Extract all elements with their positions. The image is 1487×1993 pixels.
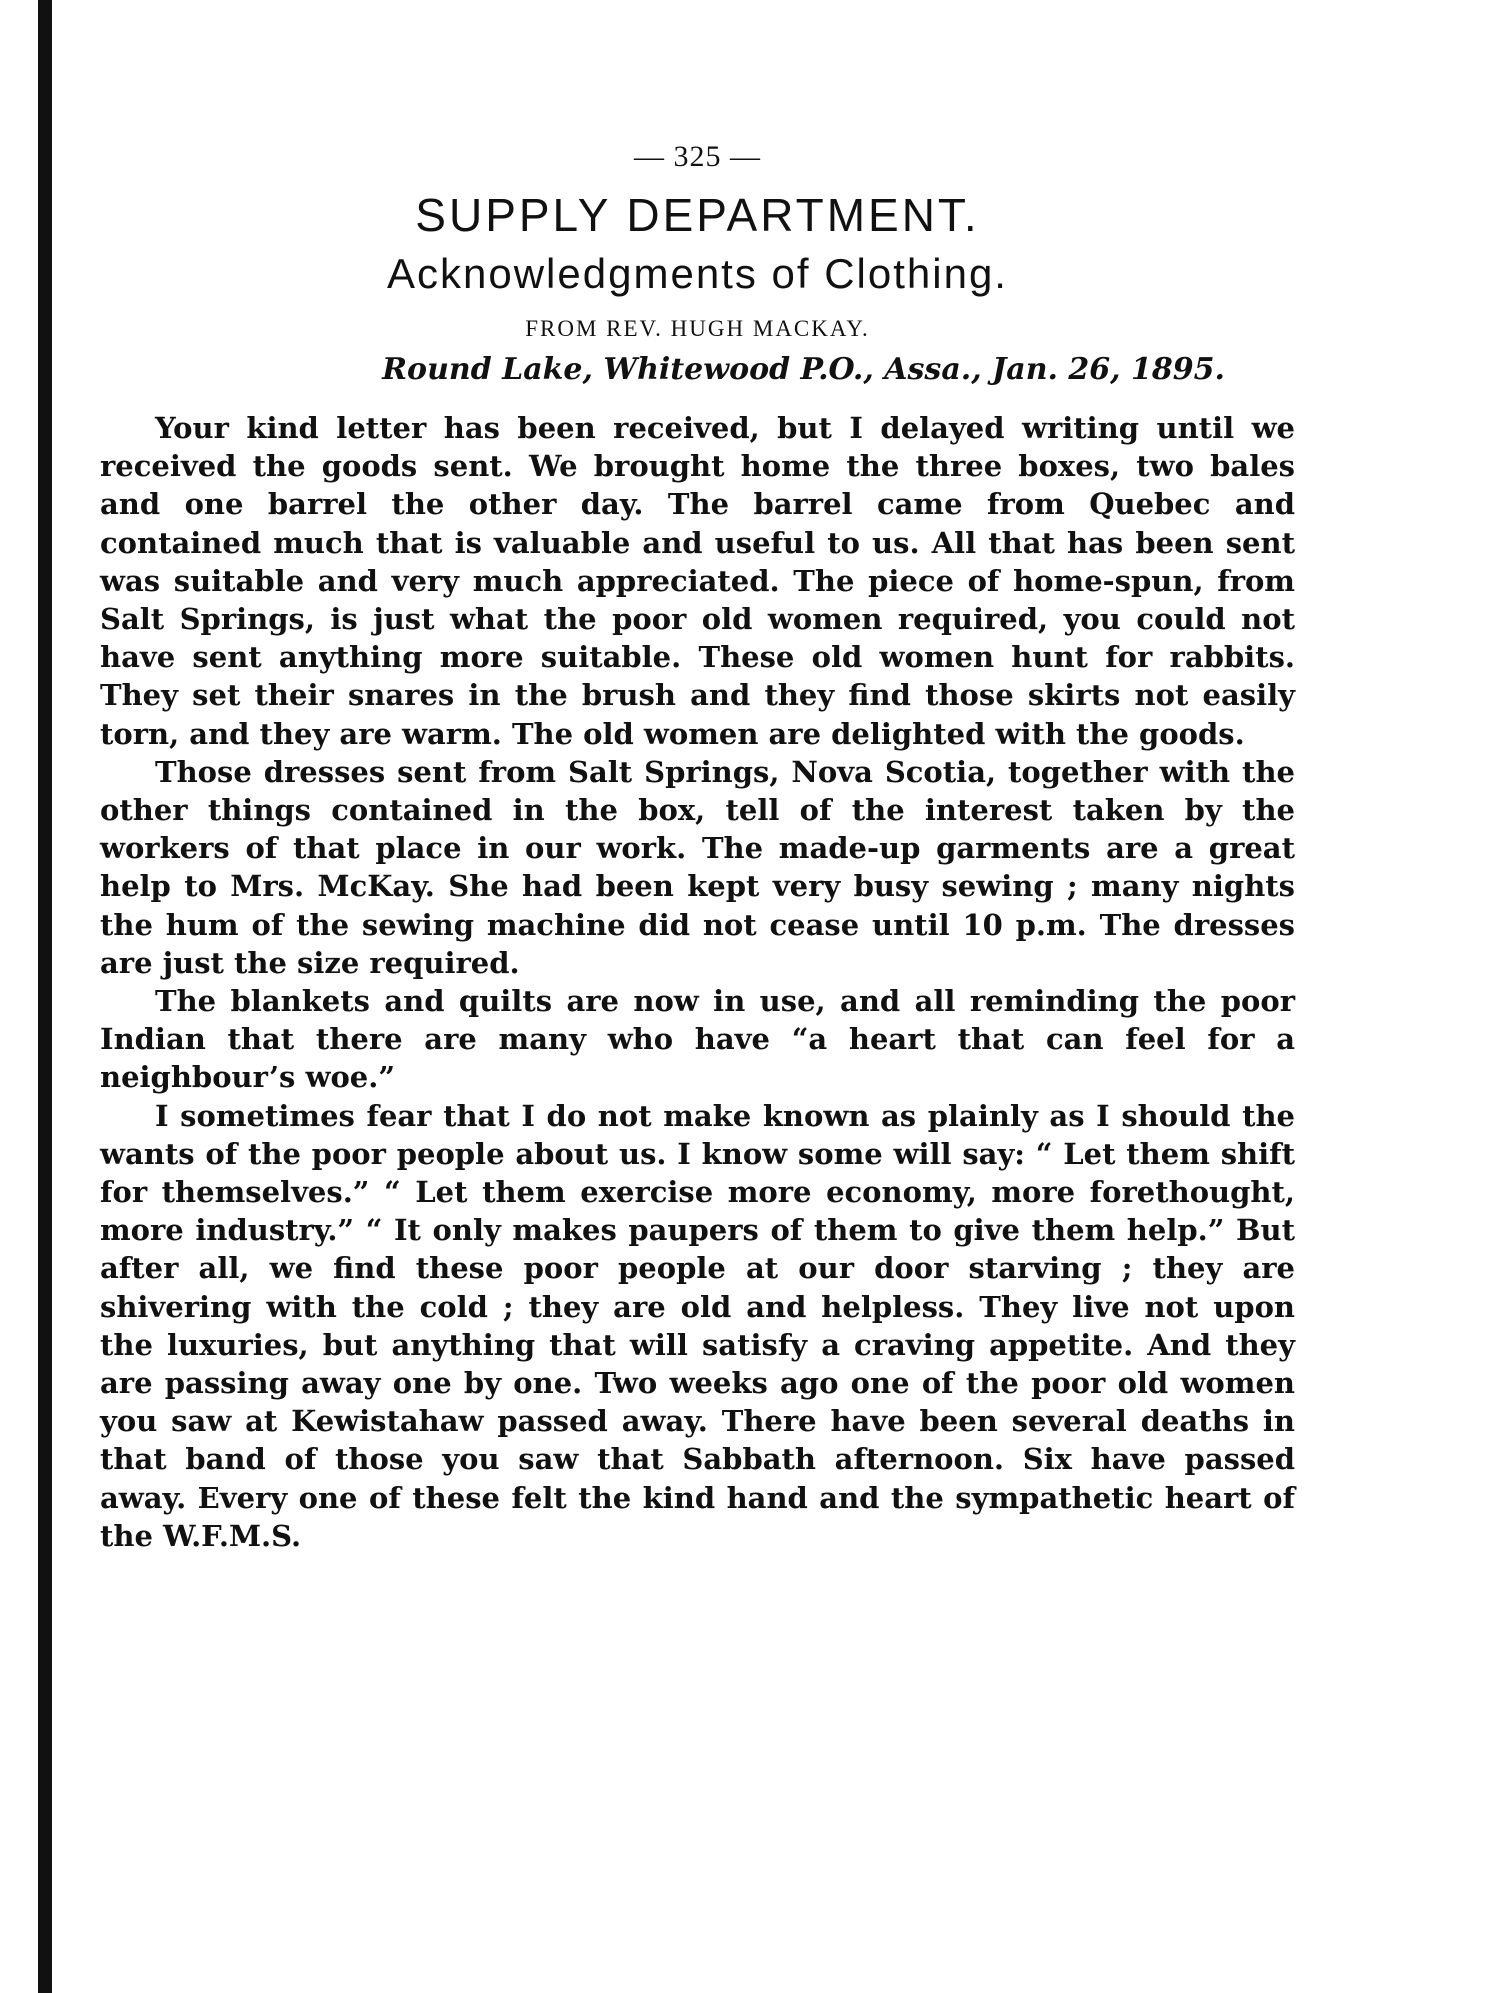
letter-dateline: Round Lake, Whitewood P.O., Assa., Jan. 26, 1895. [382,352,1225,387]
letter-paragraph: Your kind letter has been received, but I delayed writing until we received the goods sent. We brought home the three boxes, two bales and one barrel the other day. The barrel came from Quebec and contained much that is valuable and useful to us. All that has been sent was suitable and very much appreciated. The piece of home-spun, from Salt Springs, is just what the poor old women required, you could not have sent anything more suitable. These old women hunt for rabbits. They set their snares in the brush and they find those skirts not easily torn, and they are warm. The old women are delighted with the goods. [100,411,1295,751]
letter-paragraph: The blankets and quilts are now in use, and all reminding the poor Indian that there are many who have “a heart that can feel for a neighbour’s woe.” [100,984,1295,1095]
page-number: — 325 — [634,140,761,173]
section-subtitle: Acknowledgments of Clothing. [387,250,1008,297]
section-title: SUPPLY DEPARTMENT. [415,189,980,241]
binding-edge [38,0,52,1993]
letter-paragraph: Those dresses sent from Salt Springs, Nova Scotia, together with the other things contained in the box, tell of the interest taken by the workers of that place in our work. The made-up garments are a great help to Mrs. McKay. She had been kept very busy sewing ; many nights the hum of the sewing machine did not cease until 10 p.m. The dresses are just the size required. [100,754,1295,980]
letter-body [100,409,1295,1555]
page-content [100,140,1295,1555]
letter-paragraph: I sometimes fear that I do not make known as plainly as I should the wants of the poor people about us. I know some will say: “ Let them shift for themselves.” “ Let them exercise more economy, more forethought, more industry.” “ It only makes paupers of them to give them help.” But after all, we find these poor people at our door starving ; they are shivering with the cold ; they are old and helpless. They live not upon the luxuries, but anything that will satisfy a craving appetite. And they are passing away one by one. Two weeks ago one of the poor old women you saw at Kewistahaw passed away. There have been several deaths in that band of those you saw that Sabbath afternoon. Six have passed away. Every one of these felt the kind hand and the sympathetic heart of the W.F.M.S. [100,1098,1295,1553]
letter-author: FROM REV. HUGH MACKAY. [525,316,870,341]
